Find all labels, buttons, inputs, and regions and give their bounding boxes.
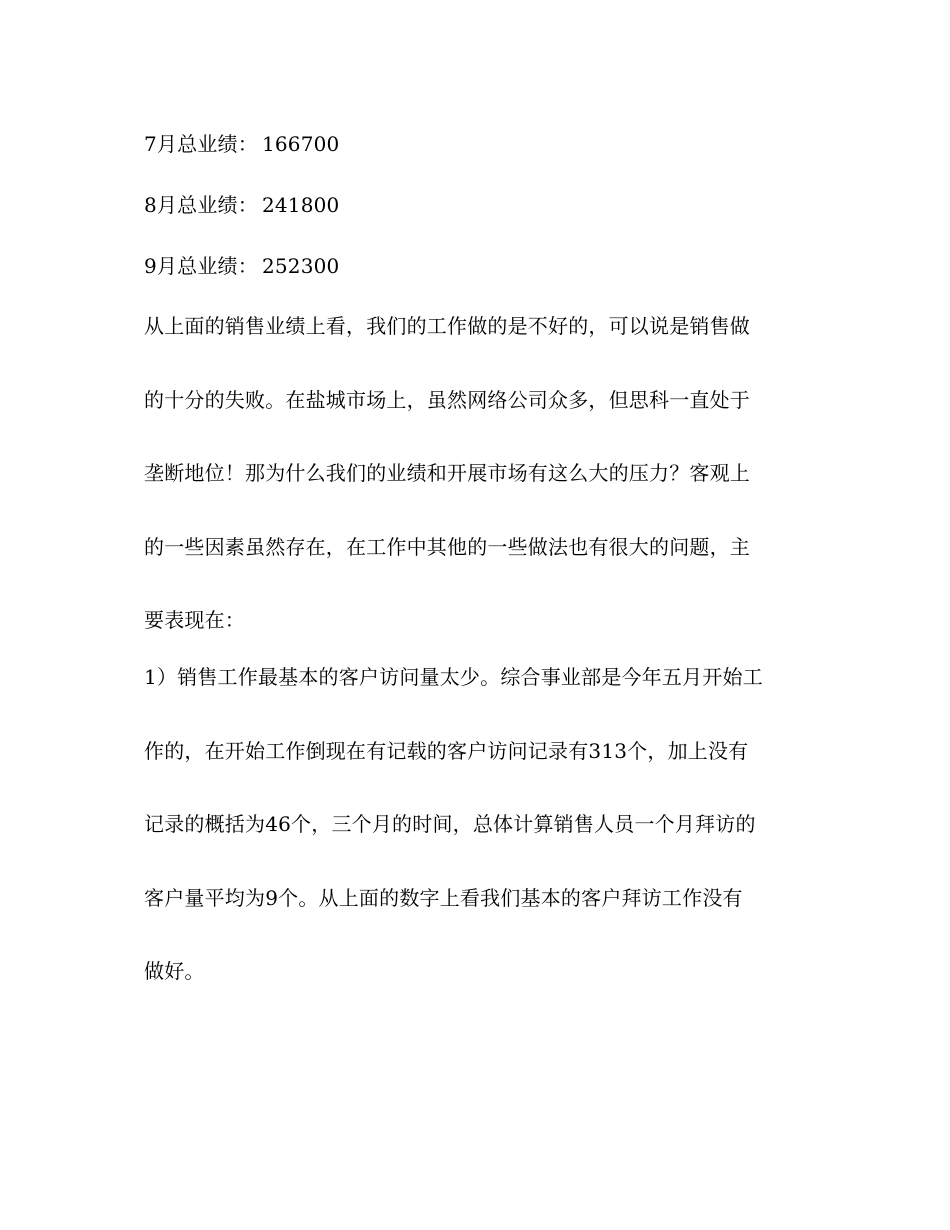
paragraph1-line-4: 的一些因素虽然存在，在工作中其他的一些做法也有很大的问题，主 (144, 535, 750, 559)
paragraph1-line-3: 垄断地位！那为什么我们的业绩和开展市场有这么大的压力？客观上 (144, 461, 750, 485)
paragraph1-line-2: 的十分的失败。在盐城市场上，虽然网络公司众多，但思科一直处于 (144, 388, 750, 412)
paragraph1-line-1: 从上面的销售业绩上看，我们的工作做的是不好的，可以说是销售做 (144, 314, 750, 338)
paragraph2-line-3: 记录的概括为46个，三个月的时间，总体计算销售人员一个月拜访的 (144, 812, 756, 836)
july-performance-line (144, 132, 340, 156)
paragraph1-line-5: 要表现在： (144, 608, 245, 632)
september-performance-line (144, 254, 340, 278)
paragraph2-line-5: 做好。 (144, 959, 205, 983)
paragraph2-line-2: 作的，在开始工作倒现在有记载的客户访问记录有313个，加上没有 (144, 739, 749, 763)
september-label: 9月总业绩： (144, 254, 258, 278)
august-label: 8月总业绩： (144, 193, 258, 217)
july-label: 7月总业绩： (144, 132, 258, 156)
august-performance-line (144, 193, 340, 217)
september-value: 252300 (261, 254, 340, 278)
paragraph2-line-4: 客户量平均为9个。从上面的数字上看我们基本的客户拜访工作没有 (144, 886, 743, 910)
paragraph2-line-1: 1）销售工作最基本的客户访问量太少。综合事业部是今年五月开始工 (144, 665, 763, 689)
august-value: 241800 (261, 193, 340, 217)
july-value: 166700 (261, 132, 340, 156)
